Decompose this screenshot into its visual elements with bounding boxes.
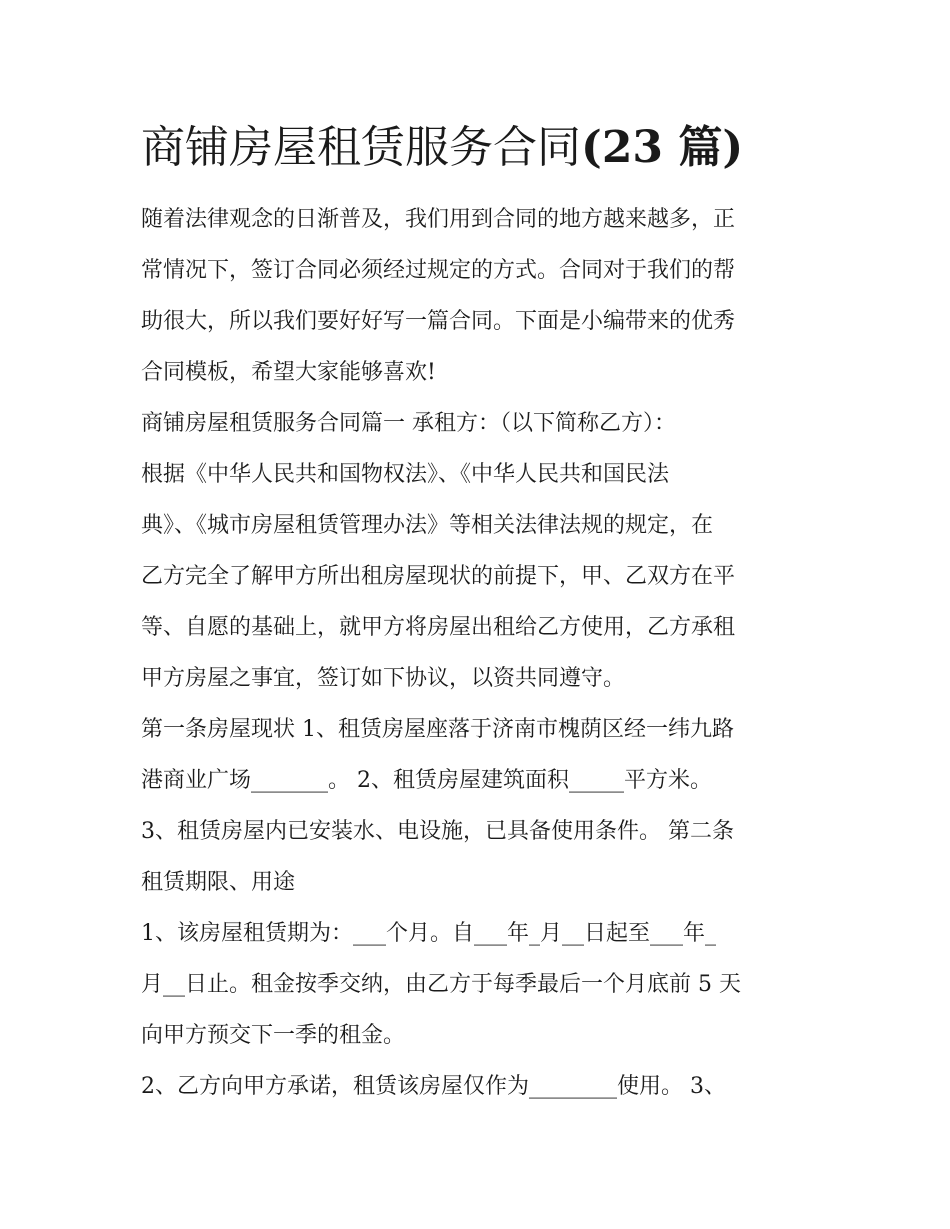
text-line: 租赁期限、用途 bbox=[141, 870, 296, 895]
text-line: 2、乙方向甲方承诺，租赁该房屋仅作为________使用。 3、 bbox=[141, 1074, 726, 1099]
text-line: 甲方房屋之事宜，签订如下协议，以资共同遵守。 bbox=[141, 666, 626, 691]
text-line: 商铺房屋租赁服务合同篇一 承租方：（以下简称乙方）： bbox=[141, 411, 676, 436]
legal-basis-paragraph bbox=[141, 449, 821, 704]
text-line: 1、该房屋租赁期为：___个月。自___年_月__日起至___年_ bbox=[141, 921, 716, 946]
text-line: 典》、《城市房屋租赁管理办法》等相关法律法规的规定，在 bbox=[141, 513, 714, 538]
text-line: 合同模板，希望大家能够喜欢! bbox=[141, 360, 436, 385]
text-line: 向甲方预交下一季的租金。 bbox=[141, 1023, 406, 1048]
text-line: 月__日止。租金按季交纳，由乙方于每季最后一个月底前 5 天 bbox=[141, 972, 741, 997]
document-title bbox=[141, 112, 821, 184]
text-line: 3、租赁房屋内已安装水、电设施，已具备使用条件。 第二条 bbox=[141, 819, 734, 844]
text-line: 港商业广场_______。 2、租赁房屋建筑面积_____平方米。 bbox=[141, 768, 712, 793]
text-line: 常情况下，签订合同必须经过规定的方式。合同对于我们的帮 bbox=[141, 258, 736, 283]
article-one-paragraph bbox=[141, 704, 821, 908]
intro-paragraph bbox=[141, 194, 821, 398]
text-line: 助很大，所以我们要好好写一篇合同。下面是小编带来的优秀 bbox=[141, 309, 736, 334]
contract-heading-paragraph bbox=[141, 398, 821, 449]
text-line: 第一条房屋现状 1、租赁房屋座落于济南市槐荫区经一纬九路 bbox=[141, 717, 734, 742]
lease-term-paragraph bbox=[141, 908, 821, 1061]
text-line: 随着法律观念的日渐普及，我们用到合同的地方越来越多，正 bbox=[141, 207, 736, 232]
lease-use-paragraph bbox=[141, 1061, 821, 1112]
title-main: 商铺房屋租赁服务合同 bbox=[141, 122, 581, 173]
text-line: 乙方完全了解甲方所出租房屋现状的前提下，甲、乙双方在平 bbox=[141, 564, 736, 589]
document-page bbox=[141, 112, 821, 1112]
text-line: 等、自愿的基础上，就甲方将房屋出租给乙方使用，乙方承租 bbox=[141, 615, 736, 640]
text-line: 根据《中华人民共和国物权法》、《中华人民共和国民法 bbox=[141, 462, 670, 487]
title-suffix: (23 篇) bbox=[581, 122, 744, 173]
